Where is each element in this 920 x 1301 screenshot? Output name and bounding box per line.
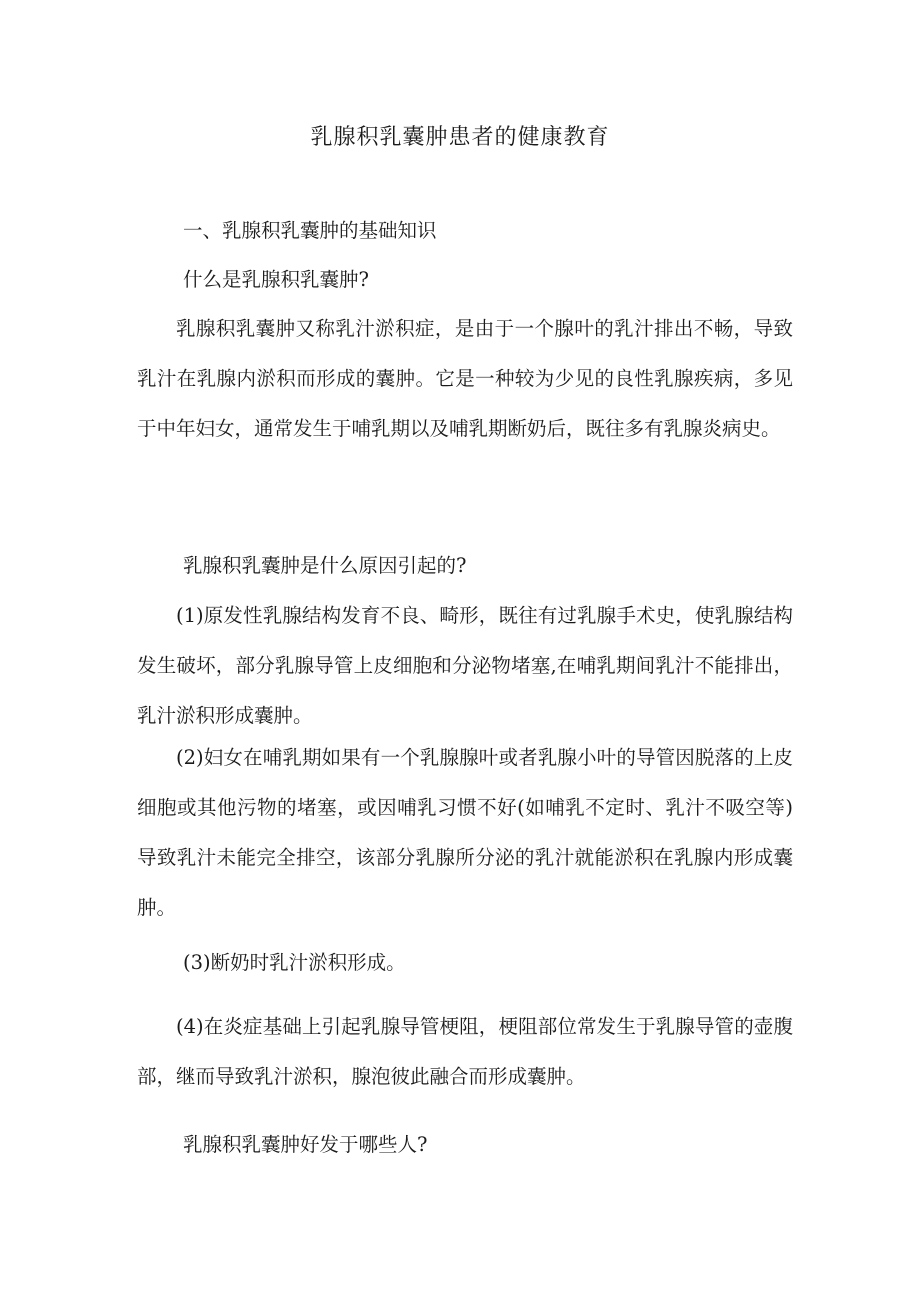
cause-item-3: (3)断奶时乳汁淤积形成。	[183, 951, 406, 974]
cause-item-1: (1)原发性乳腺结构发育不良、畸形，既往有过乳腺手术史，使乳腺结构发生破坏，部分乳腺导管上皮细胞和分泌物堵塞,在哺乳期间乳汁不能排出，乳汁淤积形成囊肿。	[137, 604, 793, 727]
question-who: 乳腺积乳囊肿好发于哪些人?	[183, 1133, 428, 1156]
cause-item-2: (2)妇女在哺乳期如果有一个乳腺腺叶或者乳腺小叶的导管因脱落的上皮细胞或其他污物的堵塞，或因哺乳习惯不好(如哺乳不定时、乳汁不吸空等)导致乳汁未能完全排空，该部分乳腺所分泌的乳汁就能淤积在乳腺内形成囊肿。	[137, 746, 793, 919]
question-causes: 乳腺积乳囊肿是什么原因引起的?	[183, 554, 467, 577]
document-title: 乳腺积乳囊肿患者的健康教育	[310, 125, 610, 150]
section-heading: 一、乳腺积乳囊肿的基础知识	[183, 219, 437, 242]
paragraph-definition: 乳腺积乳囊肿又称乳汁淤积症，是由于一个腺叶的乳汁排出不畅，导致乳汁在乳腺内淤积而形成的囊肿。它是一种较为少见的良性乳腺疾病，多见于中年妇女，通常发生于哺乳期以及哺乳期断奶后，既往多有乳腺炎病史。	[137, 317, 793, 440]
cause-item-4: (4)在炎症基础上引起乳腺导管梗阻，梗阻部位常发生于乳腺导管的壶腹部，继而导致乳汁淤积，腺泡彼此融合而形成囊肿。	[137, 1015, 793, 1088]
question-what-is: 什么是乳腺积乳囊肿?	[183, 268, 369, 291]
